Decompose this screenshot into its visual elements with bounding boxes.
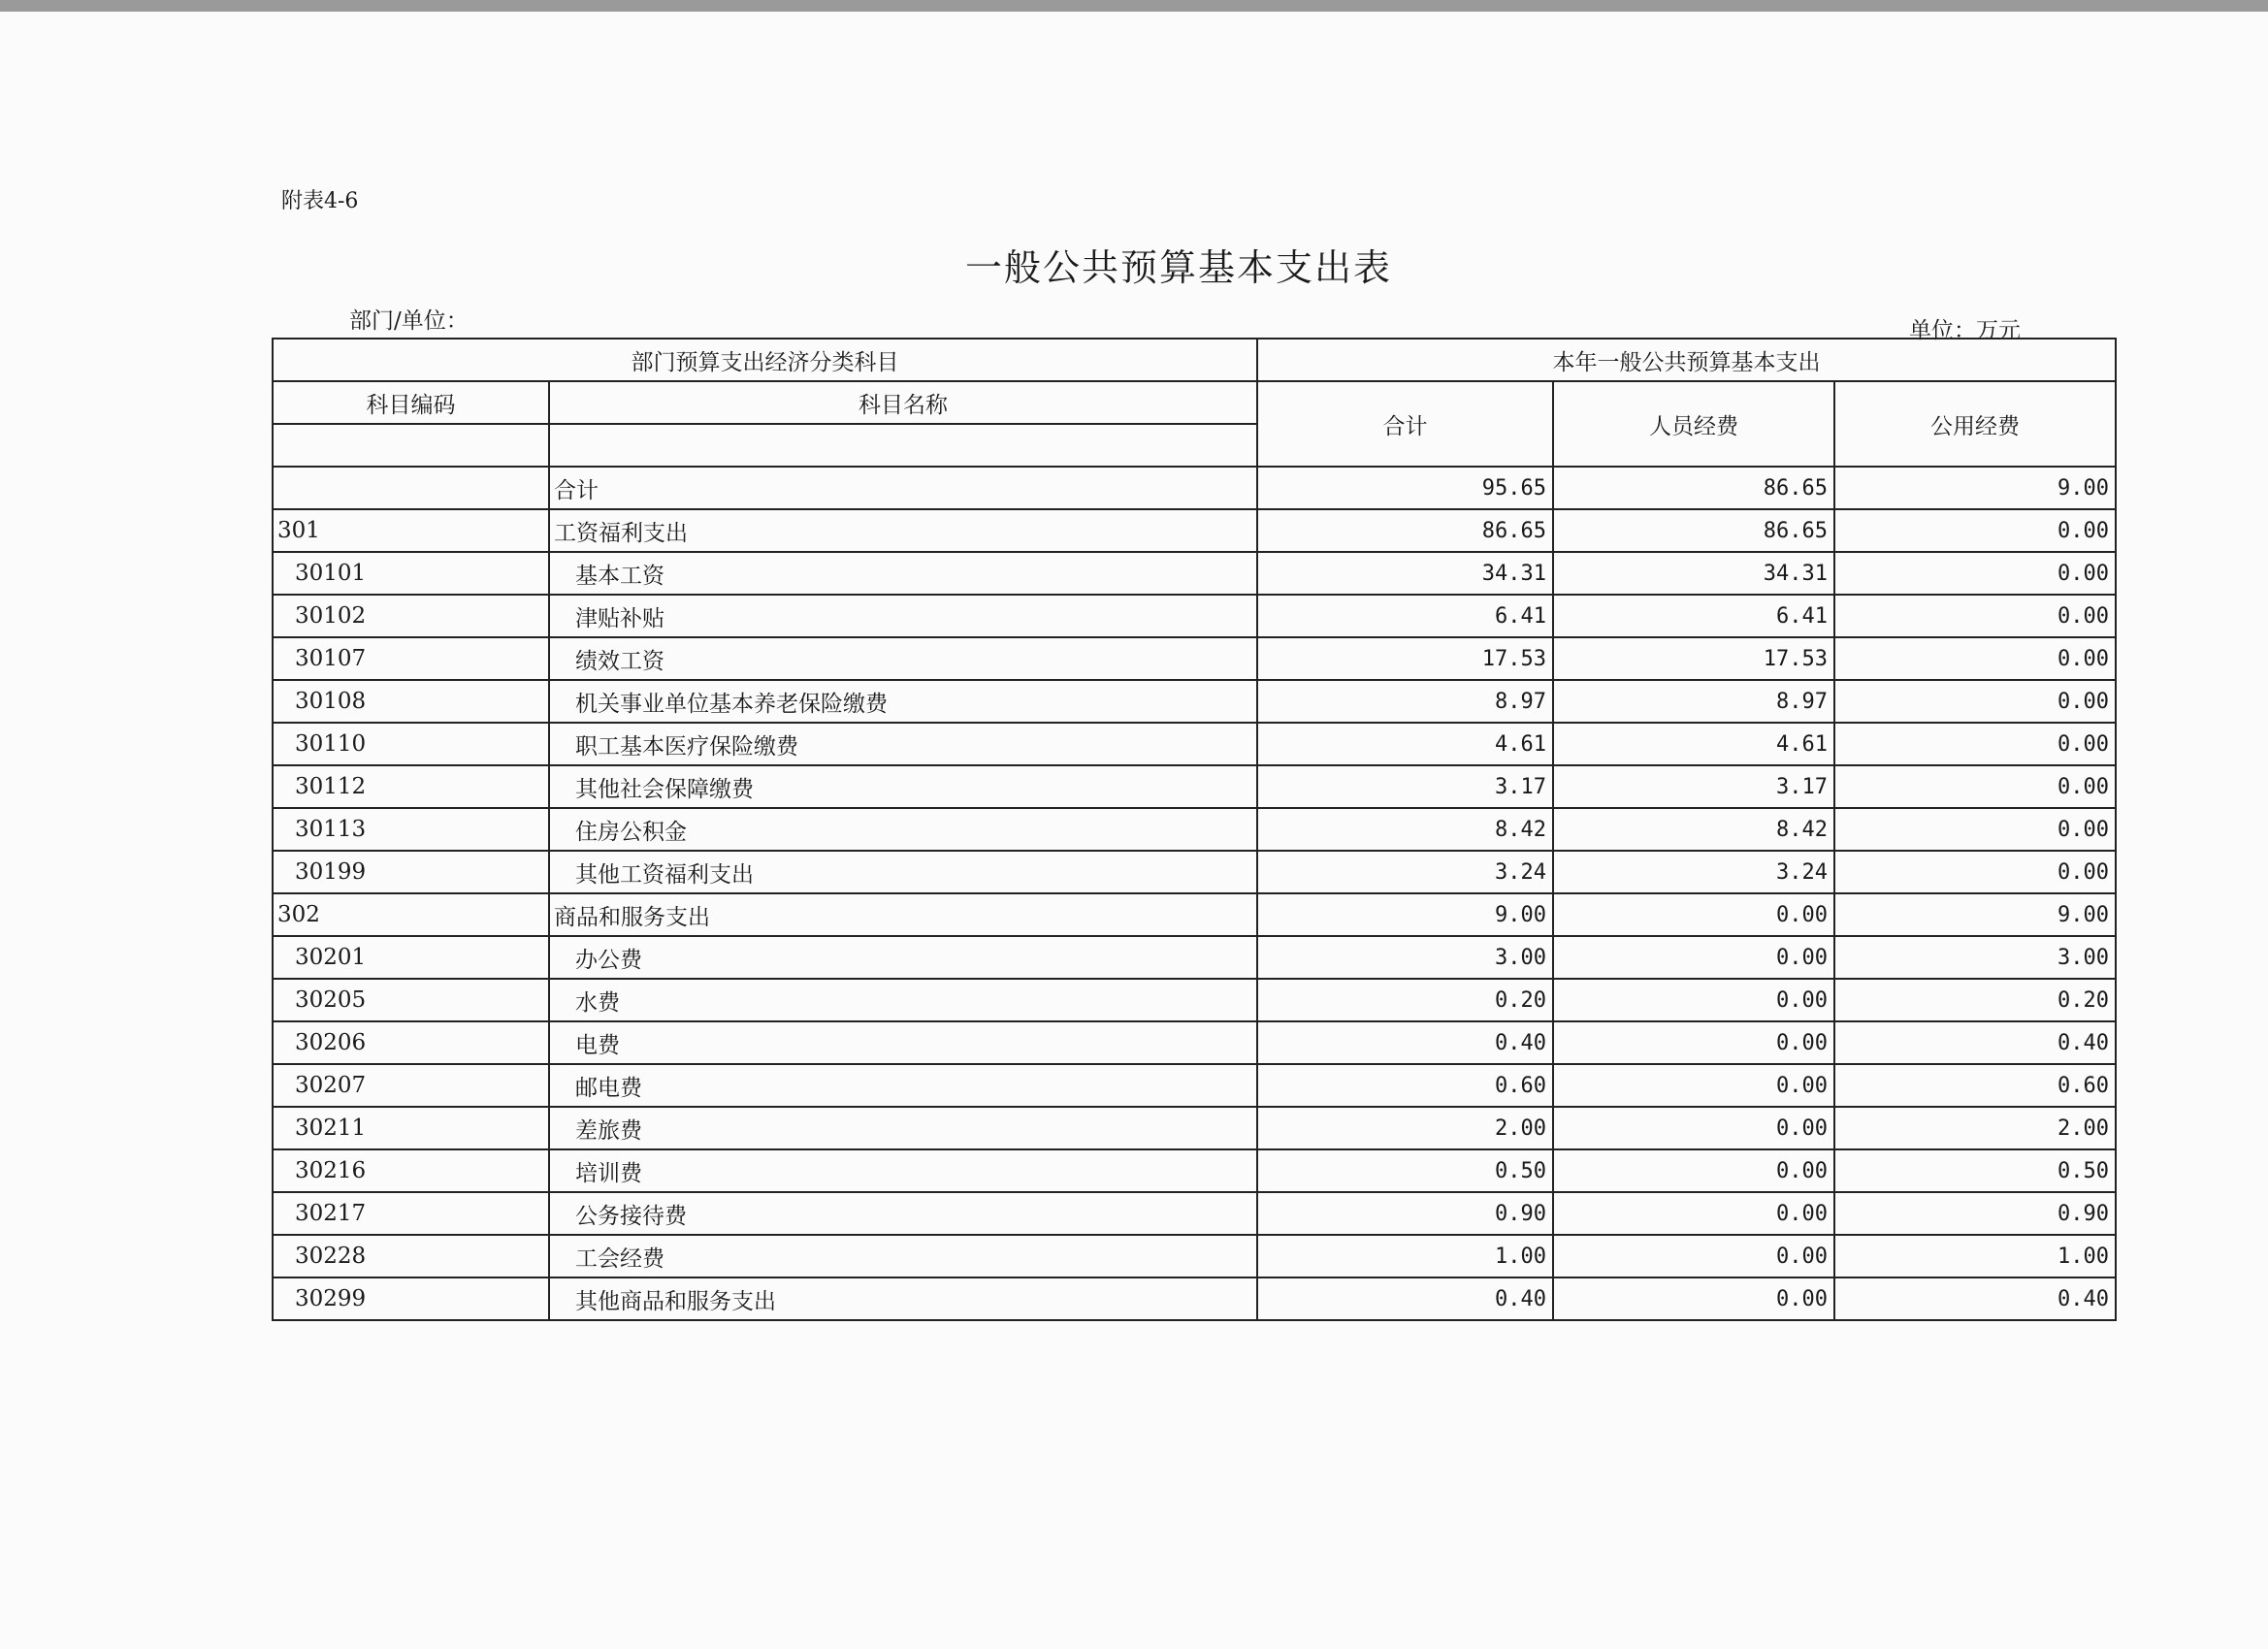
table-row	[273, 979, 2116, 1021]
header-row-columns	[273, 381, 2116, 424]
row-total: 3.24	[1257, 851, 1553, 893]
row-personnel: 17.53	[1553, 637, 1834, 680]
row-personnel: 8.42	[1553, 808, 1834, 851]
header-public: 公用经费	[1834, 381, 2116, 467]
row-code: 30228	[273, 1235, 549, 1277]
row-total: 0.40	[1257, 1021, 1553, 1064]
row-public: 0.00	[1834, 723, 2116, 765]
row-total: 8.97	[1257, 680, 1553, 723]
row-name: 其他商品和服务支出	[549, 1277, 1257, 1320]
row-name: 住房公积金	[549, 808, 1257, 851]
row-public: 0.50	[1834, 1149, 2116, 1192]
row-personnel: 0.00	[1553, 1107, 1834, 1149]
row-name: 合计	[549, 467, 1257, 509]
table-row	[273, 552, 2116, 595]
row-code: 30102	[273, 595, 549, 637]
row-name: 公务接待费	[549, 1192, 1257, 1235]
table-row	[273, 1235, 2116, 1277]
row-name: 职工基本医疗保险缴费	[549, 723, 1257, 765]
row-personnel: 0.00	[1553, 1192, 1834, 1235]
row-public: 0.00	[1834, 552, 2116, 595]
row-code: 302	[273, 893, 549, 936]
row-personnel: 4.61	[1553, 723, 1834, 765]
row-code: 30101	[273, 552, 549, 595]
table-row	[273, 765, 2116, 808]
scan-edge	[0, 0, 2268, 12]
row-name: 绩效工资	[549, 637, 1257, 680]
row-public: 3.00	[1834, 936, 2116, 979]
header-group-left: 部门预算支出经济分类科目	[273, 339, 1257, 381]
row-code: 30201	[273, 936, 549, 979]
unit-label: 单位：万元	[1909, 318, 2021, 343]
row-code: 30299	[273, 1277, 549, 1320]
row-public: 1.00	[1834, 1235, 2116, 1277]
row-total: 34.31	[1257, 552, 1553, 595]
row-personnel: 8.97	[1553, 680, 1834, 723]
row-total: 95.65	[1257, 467, 1553, 509]
table-row	[273, 1107, 2116, 1149]
row-code: 30217	[273, 1192, 549, 1235]
row-code: 30207	[273, 1064, 549, 1107]
page-title-text: 一般公共预算基本支出表	[964, 246, 1392, 289]
row-public: 0.00	[1834, 680, 2116, 723]
row-personnel: 0.00	[1553, 893, 1834, 936]
row-total: 3.00	[1257, 936, 1553, 979]
row-code: 30108	[273, 680, 549, 723]
row-name: 机关事业单位基本养老保险缴费	[549, 680, 1257, 723]
row-personnel: 0.00	[1553, 1064, 1834, 1107]
row-code: 30107	[273, 637, 549, 680]
row-total: 0.60	[1257, 1064, 1553, 1107]
row-personnel: 86.65	[1553, 467, 1834, 509]
row-total: 0.40	[1257, 1277, 1553, 1320]
row-code: 30110	[273, 723, 549, 765]
table-row	[273, 851, 2116, 893]
row-total: 17.53	[1257, 637, 1553, 680]
row-public: 0.00	[1834, 595, 2116, 637]
row-total: 2.00	[1257, 1107, 1553, 1149]
row-code: 30205	[273, 979, 549, 1021]
row-name: 商品和服务支出	[549, 893, 1257, 936]
row-total: 3.17	[1257, 765, 1553, 808]
row-public: 0.40	[1834, 1021, 2116, 1064]
row-public: 0.00	[1834, 851, 2116, 893]
row-total: 6.41	[1257, 595, 1553, 637]
row-total: 8.42	[1257, 808, 1553, 851]
table-row	[273, 595, 2116, 637]
row-name: 水费	[549, 979, 1257, 1021]
row-personnel: 6.41	[1553, 595, 1834, 637]
row-public: 0.00	[1834, 637, 2116, 680]
row-total: 1.00	[1257, 1235, 1553, 1277]
row-personnel: 3.17	[1553, 765, 1834, 808]
row-name: 培训费	[549, 1149, 1257, 1192]
table-body	[273, 467, 2116, 1320]
row-total: 9.00	[1257, 893, 1553, 936]
header-blank-name	[549, 424, 1257, 467]
row-public: 2.00	[1834, 1107, 2116, 1149]
budget-table	[272, 338, 2117, 1321]
row-total: 86.65	[1257, 509, 1553, 552]
department-label: 部门/单位：	[349, 308, 469, 334]
row-name: 其他工资福利支出	[549, 851, 1257, 893]
row-public: 0.20	[1834, 979, 2116, 1021]
row-total: 0.20	[1257, 979, 1553, 1021]
row-code: 30112	[273, 765, 549, 808]
row-name: 工资福利支出	[549, 509, 1257, 552]
row-code: 30199	[273, 851, 549, 893]
row-name: 津贴补贴	[549, 595, 1257, 637]
header-personnel: 人员经费	[1553, 381, 1834, 467]
table-row	[273, 1192, 2116, 1235]
row-name: 电费	[549, 1021, 1257, 1064]
row-code: 30206	[273, 1021, 549, 1064]
row-public: 0.00	[1834, 765, 2116, 808]
row-public: 0.00	[1834, 509, 2116, 552]
header-group-right: 本年一般公共预算基本支出	[1257, 339, 2116, 381]
row-public: 9.00	[1834, 893, 2116, 936]
header-total: 合计	[1257, 381, 1553, 467]
table-row	[273, 467, 2116, 509]
row-personnel: 0.00	[1553, 1277, 1834, 1320]
row-personnel: 86.65	[1553, 509, 1834, 552]
row-name: 差旅费	[549, 1107, 1257, 1149]
page-title	[0, 238, 1833, 291]
table-row	[273, 1277, 2116, 1320]
row-personnel: 34.31	[1553, 552, 1834, 595]
table-row	[273, 893, 2116, 936]
row-personnel: 0.00	[1553, 979, 1834, 1021]
header-blank-code	[273, 424, 549, 467]
row-total: 0.90	[1257, 1192, 1553, 1235]
row-personnel: 0.00	[1553, 936, 1834, 979]
table-row	[273, 1149, 2116, 1192]
row-name: 其他社会保障缴费	[549, 765, 1257, 808]
header-row-group	[273, 339, 2116, 381]
row-personnel: 0.00	[1553, 1149, 1834, 1192]
row-public: 0.00	[1834, 808, 2116, 851]
table-row	[273, 1064, 2116, 1107]
table-row	[273, 509, 2116, 552]
row-public: 9.00	[1834, 467, 2116, 509]
row-personnel: 0.00	[1553, 1235, 1834, 1277]
header-code: 科目编码	[273, 381, 549, 424]
row-name: 办公费	[549, 936, 1257, 979]
table-row	[273, 1021, 2116, 1064]
table-row	[273, 723, 2116, 765]
appendix-label: 附表4-6	[281, 189, 359, 213]
table-row	[273, 808, 2116, 851]
row-code: 30216	[273, 1149, 549, 1192]
header-name: 科目名称	[549, 381, 1257, 424]
row-code: 30211	[273, 1107, 549, 1149]
row-code	[273, 467, 549, 509]
row-total: 4.61	[1257, 723, 1553, 765]
table-row	[273, 680, 2116, 723]
row-code: 30113	[273, 808, 549, 851]
row-public: 0.40	[1834, 1277, 2116, 1320]
row-total: 0.50	[1257, 1149, 1553, 1192]
table-row	[273, 637, 2116, 680]
row-code: 301	[273, 509, 549, 552]
row-name: 工会经费	[549, 1235, 1257, 1277]
row-name: 邮电费	[549, 1064, 1257, 1107]
row-personnel: 3.24	[1553, 851, 1834, 893]
row-personnel: 0.00	[1553, 1021, 1834, 1064]
row-public: 0.60	[1834, 1064, 2116, 1107]
row-public: 0.90	[1834, 1192, 2116, 1235]
row-name: 基本工资	[549, 552, 1257, 595]
table-row	[273, 936, 2116, 979]
